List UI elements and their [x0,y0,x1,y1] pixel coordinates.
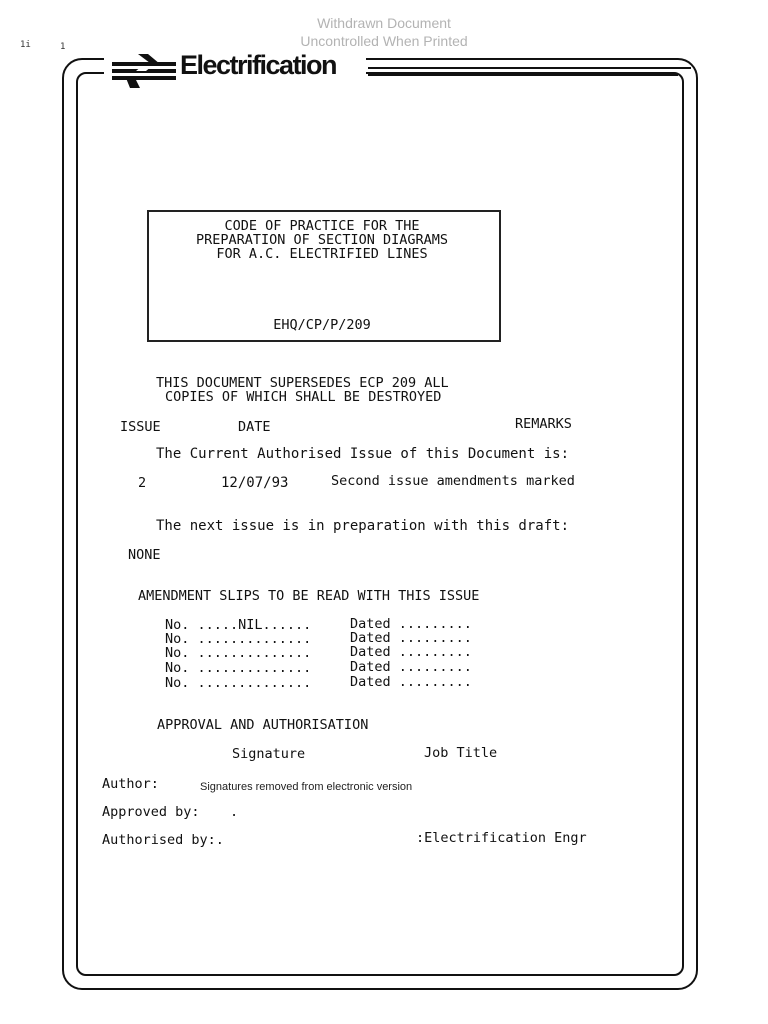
issue-header: ISSUE [120,419,161,435]
amendment-no: No. .............. [165,645,312,661]
supersedes-line: THIS DOCUMENT SUPERSEDES ECP 209 ALL [156,375,449,391]
amendments-heading: AMENDMENT SLIPS TO BE READ WITH THIS ISSUE [138,588,480,604]
approved-by-label: Approved by: [102,804,200,820]
approved-by-mark: . [230,804,239,820]
next-issue-value: NONE [128,547,161,563]
amendment-dated: Dated ......... [350,659,472,675]
header-rule [368,67,691,69]
current-issue-remarks: Second issue amendments marked [331,473,575,489]
authorised-by-job-title: :Electrification Engr [416,830,587,846]
next-issue-label: The next issue is in preparation with this draft: [156,518,570,534]
watermark-withdrawn: Withdrawn Document [317,15,451,31]
corner-mark: 1 [60,42,66,52]
title-line: PREPARATION OF SECTION DIAGRAMS [196,232,448,248]
signatures-removed-notice: Signatures removed from electronic version [200,781,413,793]
amendment-dated: Dated ......... [350,616,472,632]
amendment-no: No. .....NIL...... [165,617,312,633]
author-label: Author: [102,776,159,792]
title-line: FOR A.C. ELECTRIFIED LINES [216,246,428,262]
british-rail-double-arrow-icon [112,54,178,88]
current-issue-number: 2 [138,475,147,491]
approval-heading: APPROVAL AND AUTHORISATION [157,717,369,733]
amendment-dated: Dated ......... [350,630,472,646]
authorised-by-label: Authorised by:. [102,832,224,848]
corner-mark: 1i [20,40,31,50]
current-issue-date: 12/07/93 [221,475,289,491]
supersedes-line: COPIES OF WHICH SHALL BE DESTROYED [165,389,442,405]
current-issue-label: The Current Authorised Issue of this Document is: [156,446,570,462]
amendment-no: No. .............. [165,631,312,647]
header-rule [368,74,678,76]
watermark-uncontrolled: Uncontrolled When Printed [300,33,468,49]
amendment-no: No. .............. [165,675,312,691]
amendment-dated: Dated ......... [350,644,472,660]
remarks-header: REMARKS [515,416,572,432]
brand-name: Electrification [180,50,337,80]
amendment-dated: Dated ......... [350,674,472,690]
title-line: CODE OF PRACTICE FOR THE [224,218,420,234]
job-title-column-header: Job Title [424,745,498,761]
document-reference: EHQ/CP/P/209 [273,317,371,333]
amendment-no: No. .............. [165,660,312,676]
date-header: DATE [238,419,271,435]
signature-column-header: Signature [232,746,306,762]
